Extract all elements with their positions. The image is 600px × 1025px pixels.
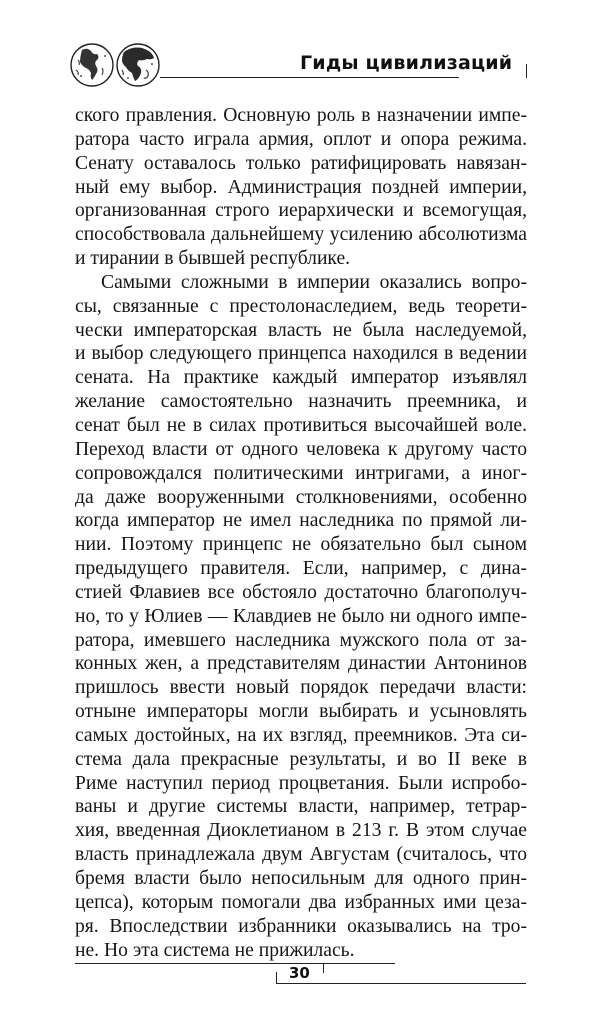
text-line: ратора, имевшего наследника мужского пола от за- (75, 629, 527, 651)
paragraph-first-line: Самыми сложными в империи оказались вопро- (101, 271, 527, 293)
text-line: стией Флавиев все обстояло достаточно благополуч- (75, 581, 527, 603)
text-line: Сенату оставалось только ратифицировать навязан- (75, 152, 527, 174)
text-line: самых достойных, на их взгляд, преемников. Эта си- (75, 724, 527, 746)
text-line: да даже вооруженными столкновениями, особенно (75, 486, 527, 508)
text-line: бремя власти было непосильным для одного прин- (75, 868, 527, 889)
text-line: но, то у Юлиев — Клавдиев не было ни одного импе- (75, 605, 527, 627)
body-text (75, 104, 527, 962)
text-line: Риме наступил период процветания. Были испробо- (75, 772, 527, 794)
running-header (0, 0, 600, 95)
footer-rule-right (276, 983, 526, 984)
text-line: хия, введенная Диоклетианом в 213 г. В этом случае (75, 820, 527, 842)
text-line: не. Но эта система не прижилась. (75, 939, 355, 961)
text-line: ваны и другие системы власти, например, тетрар- (75, 796, 527, 818)
text-line: способствовала дальнейшему усилению абсолютизма (75, 224, 527, 246)
text-line: власть принадлежала двум Августам (считалось, что (75, 844, 527, 866)
text-line: конных жен, а представителям династии Антонинов (75, 653, 527, 675)
twin-globes-icon (68, 40, 164, 90)
text-line: организованная строго иерархически и всемогущая, (75, 200, 527, 222)
text-line: желание самостоятельно назначить преемника, и (75, 391, 527, 413)
text-line: и выбор следующего принцепса находился в ведении (75, 343, 527, 365)
text-line: сената. На практике каждый император изъявлял (75, 367, 527, 389)
header-rule-tick (526, 64, 527, 78)
text-line: отныне императоры могли выбирать и усыновлять (75, 701, 527, 723)
text-line: чески императорская власть не была наследуемой, (75, 319, 527, 341)
text-line: ратора часто играла армия, оплот и опора режима. (75, 128, 527, 150)
footer-rule-left (75, 963, 395, 964)
text-line: цепса), которым помогали два избранных ими цеза- (75, 891, 527, 913)
page-number: 30 (289, 964, 310, 982)
text-line: и тирании в бывшей республике. (75, 248, 351, 270)
text-line: сенат был не в силах противиться высочайшей воле. (75, 414, 527, 436)
text-line: пришлось ввести новый порядок передачи власти: (75, 677, 527, 699)
text-line: когда император не имел наследника по прямой ли- (75, 510, 527, 532)
text-line: Переход власти от одного человека к другому часто (75, 438, 527, 460)
text-line: сы, связанные с престолонаследием, ведь теорети- (75, 295, 527, 317)
header-rule (160, 77, 459, 78)
running-header-title: Гиды цивилизаций (300, 52, 513, 74)
text-line: ря. Впоследствии избранники оказывались на тро- (75, 915, 527, 937)
text-line: сопровождался политическими интригами, а иног- (75, 462, 527, 484)
text-line: предыдущего правителя. Если, например, с дина- (75, 558, 527, 580)
text-line: нии. Поэтому принцепс не обязательно был сыном (75, 534, 527, 556)
text-line: стема дала прекрасные результаты, и во II веке в (75, 748, 527, 770)
text-line: ный ему выбор. Администрация поздней империи, (75, 176, 527, 198)
footer-rule-tick (323, 963, 324, 973)
text-line: ского правления. Основную роль в назначении импе- (75, 105, 527, 126)
